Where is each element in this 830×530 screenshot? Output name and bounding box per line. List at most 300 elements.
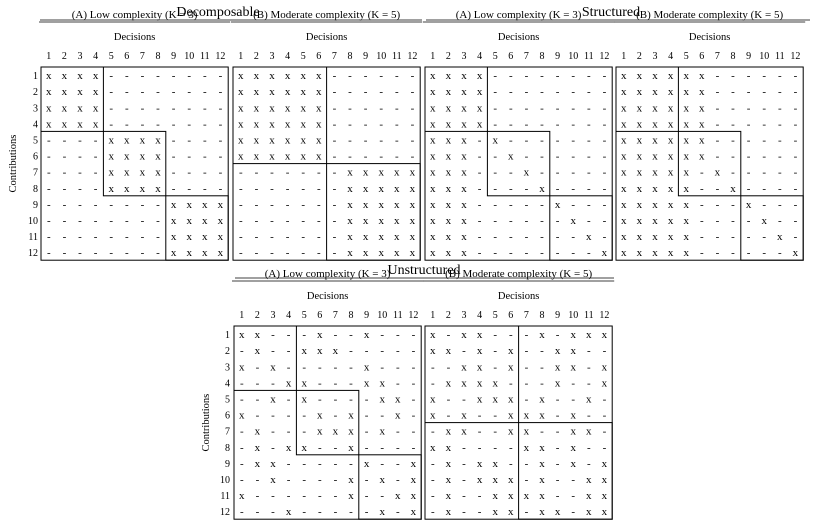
empty-mark: - — [446, 393, 451, 406]
row-number: 8 — [33, 183, 38, 195]
empty-mark: - — [109, 247, 114, 260]
dependency-mark: x — [667, 70, 674, 83]
dependency-mark: x — [601, 247, 608, 260]
column-number: 1 — [238, 51, 244, 62]
dependency-mark: x — [430, 134, 436, 147]
empty-mark: - — [777, 182, 782, 195]
dependency-mark: x — [699, 118, 705, 131]
empty-mark: - — [332, 118, 337, 131]
dependency-mark: x — [238, 70, 244, 83]
dependency-mark: x — [430, 182, 436, 195]
empty-mark: - — [777, 70, 782, 83]
empty-mark: - — [571, 231, 576, 244]
empty-mark: - — [430, 361, 435, 374]
empty-mark: - — [301, 198, 306, 211]
empty-mark: - — [238, 214, 243, 227]
empty-mark: - — [462, 393, 466, 406]
dependency-mark: x — [508, 361, 514, 374]
empty-mark: - — [524, 361, 529, 374]
dependency-mark: x — [217, 198, 224, 211]
dependency-mark: x — [683, 247, 689, 260]
dependency-mark: x — [683, 134, 689, 147]
empty-mark: - — [446, 409, 451, 422]
empty-mark: - — [285, 182, 290, 195]
empty-mark: - — [140, 70, 145, 83]
empty-mark: - — [270, 231, 274, 244]
dependency-mark: x — [445, 441, 452, 454]
dependency-mark: x — [699, 150, 705, 163]
dependency-mark: x — [239, 329, 245, 342]
empty-mark: - — [540, 198, 544, 211]
empty-mark: - — [410, 86, 415, 99]
dependency-mark: x — [170, 214, 177, 227]
empty-mark: - — [411, 377, 416, 390]
column-number: 7 — [332, 310, 338, 321]
empty-mark: - — [349, 329, 353, 342]
empty-mark: - — [715, 150, 720, 163]
empty-mark: - — [316, 198, 321, 211]
empty-mark: - — [524, 231, 529, 244]
dependency-mark: x — [300, 102, 306, 115]
empty-mark: - — [380, 457, 385, 470]
dependency-mark: x — [652, 118, 658, 131]
empty-mark: - — [349, 393, 353, 406]
dependency-mark: x — [239, 490, 245, 503]
empty-mark: - — [302, 329, 307, 342]
empty-mark: - — [540, 377, 544, 390]
dependency-mark: x — [683, 86, 689, 99]
dependency-mark: x — [621, 182, 627, 195]
empty-mark: - — [140, 86, 145, 99]
dependency-mark: x — [363, 377, 370, 390]
moderate-complexity-subtitle: (B) Moderate complexity (K = 5) — [253, 9, 401, 21]
empty-mark: - — [508, 182, 513, 195]
dependency-mark: x — [621, 231, 627, 244]
empty-mark: - — [171, 182, 176, 195]
dependency-mark: x — [186, 214, 192, 227]
empty-mark: - — [462, 345, 466, 358]
dependency-mark: x — [363, 457, 370, 470]
dependency-mark: x — [332, 425, 339, 438]
column-number: 9 — [746, 51, 752, 62]
dependency-mark: x — [379, 473, 385, 486]
dependency-mark: x — [202, 198, 208, 211]
empty-mark: - — [777, 198, 782, 211]
empty-mark: - — [540, 345, 544, 358]
empty-mark: - — [508, 247, 513, 260]
dependency-mark: x — [601, 377, 608, 390]
empty-mark: - — [255, 393, 260, 406]
dependency-mark: x — [410, 473, 417, 486]
empty-mark: - — [316, 231, 321, 244]
dependency-mark: x — [124, 134, 130, 147]
empty-mark: - — [156, 214, 160, 227]
empty-mark: - — [187, 150, 192, 163]
empty-mark: - — [239, 441, 244, 454]
dependency-mark: x — [445, 425, 452, 438]
empty-mark: - — [363, 102, 368, 115]
decisions-axis-label: Decisions — [305, 32, 348, 43]
empty-mark: - — [571, 198, 576, 211]
empty-mark: - — [286, 393, 291, 406]
dependency-mark: x — [508, 473, 514, 486]
empty-mark: - — [715, 102, 720, 115]
empty-mark: - — [333, 409, 338, 422]
empty-mark: - — [316, 166, 321, 179]
empty-mark: - — [171, 86, 176, 99]
empty-mark: - — [762, 182, 767, 195]
empty-mark: - — [508, 441, 513, 454]
empty-mark: - — [187, 86, 192, 99]
empty-mark: - — [270, 166, 274, 179]
empty-mark: - — [140, 231, 145, 244]
dependency-mark: x — [410, 457, 417, 470]
empty-mark: - — [156, 86, 160, 99]
column-number: 6 — [508, 51, 514, 62]
dependency-mark: x — [301, 441, 307, 454]
empty-mark: - — [555, 166, 560, 179]
dependency-mark: x — [239, 409, 245, 422]
dependency-mark: x — [139, 182, 146, 195]
empty-mark: - — [555, 441, 560, 454]
dependency-mark: x — [586, 329, 592, 342]
dependency-mark: x — [202, 247, 208, 260]
empty-mark: - — [380, 441, 385, 454]
empty-mark: - — [410, 134, 415, 147]
empty-mark: - — [555, 118, 560, 131]
empty-mark: - — [540, 214, 544, 227]
empty-mark: - — [540, 166, 544, 179]
panel-title-unstructured: Unstructured — [387, 263, 461, 278]
dependency-mark: x — [492, 134, 498, 147]
dependency-mark: x — [61, 118, 68, 131]
empty-mark: - — [602, 441, 607, 454]
empty-mark: - — [540, 150, 544, 163]
dependency-mark: x — [699, 86, 705, 99]
empty-mark: - — [508, 166, 513, 179]
empty-mark: - — [317, 457, 322, 470]
empty-mark: - — [218, 166, 223, 179]
empty-mark: - — [271, 329, 275, 342]
low-complexity-subtitle: (A) Low complexity (K = 3) — [455, 9, 582, 21]
dependency-mark: x — [554, 377, 561, 390]
column-number: 8 — [348, 310, 354, 321]
dependency-mark: x — [253, 150, 260, 163]
row-number: 10 — [28, 215, 38, 227]
empty-mark: - — [349, 361, 353, 374]
empty-mark: - — [586, 361, 591, 374]
dependency-mark: x — [523, 409, 530, 422]
empty-mark: - — [348, 86, 352, 99]
empty-mark: - — [540, 102, 544, 115]
block-outline — [327, 164, 421, 261]
dependency-mark: x — [683, 182, 689, 195]
dependency-mark: x — [461, 231, 467, 244]
empty-mark: - — [524, 182, 529, 195]
empty-mark: - — [586, 102, 591, 115]
empty-mark: - — [285, 231, 290, 244]
contributions-axis-label: Contributions — [8, 134, 19, 193]
empty-mark: - — [109, 214, 114, 227]
dependency-mark: x — [445, 166, 452, 179]
empty-mark: - — [586, 409, 591, 422]
empty-mark: - — [493, 361, 498, 374]
empty-mark: - — [571, 70, 576, 83]
dependency-mark: x — [254, 425, 261, 438]
block-outline — [425, 326, 519, 423]
empty-mark: - — [746, 182, 751, 195]
empty-mark: - — [394, 150, 399, 163]
empty-mark: - — [555, 457, 560, 470]
empty-mark: - — [271, 345, 275, 358]
empty-mark: - — [124, 118, 129, 131]
dependency-mark: x — [430, 118, 436, 131]
empty-mark: - — [332, 231, 337, 244]
empty-mark: - — [586, 441, 591, 454]
column-number: 9 — [171, 51, 177, 62]
dependency-mark: x — [445, 102, 452, 115]
dependency-mark: x — [269, 118, 275, 131]
empty-mark: - — [317, 506, 322, 519]
empty-mark: - — [363, 150, 368, 163]
empty-mark: - — [109, 70, 114, 83]
dependency-mark: x — [363, 329, 370, 342]
dependency-mark: x — [362, 214, 369, 227]
dependency-mark: x — [108, 182, 114, 195]
empty-mark: - — [238, 198, 243, 211]
dependency-mark: x — [61, 86, 68, 99]
empty-mark: - — [793, 231, 798, 244]
empty-mark: - — [555, 150, 560, 163]
dependency-mark: x — [430, 86, 436, 99]
dependency-mark: x — [363, 361, 370, 374]
empty-mark: - — [762, 134, 767, 147]
dependency-mark: x — [409, 182, 416, 195]
dependency-mark: x — [667, 102, 674, 115]
empty-mark: - — [380, 361, 385, 374]
dependency-mark: x — [301, 393, 307, 406]
dependency-mark: x — [461, 150, 467, 163]
empty-mark: - — [493, 150, 498, 163]
empty-mark: - — [777, 134, 782, 147]
dependency-mark: x — [492, 377, 498, 390]
dependency-mark: x — [347, 182, 353, 195]
empty-mark: - — [462, 457, 466, 470]
empty-mark: - — [715, 70, 720, 83]
empty-mark: - — [555, 247, 560, 260]
dependency-mark: x — [409, 214, 416, 227]
empty-mark: - — [508, 457, 513, 470]
dependency-mark: x — [636, 198, 643, 211]
dependency-mark: x — [409, 231, 416, 244]
dependency-mark: x — [253, 70, 260, 83]
empty-mark: - — [270, 198, 274, 211]
empty-mark: - — [394, 86, 399, 99]
column-number: 8 — [539, 310, 545, 321]
empty-mark: - — [462, 441, 466, 454]
dependency-mark: x — [253, 134, 260, 147]
empty-mark: - — [271, 506, 275, 519]
empty-mark: - — [62, 214, 67, 227]
empty-mark: - — [524, 377, 529, 390]
dependency-mark: x — [445, 247, 452, 260]
empty-mark: - — [602, 393, 607, 406]
empty-mark: - — [731, 214, 735, 227]
empty-mark: - — [78, 182, 82, 195]
dependency-mark: x — [652, 214, 658, 227]
column-number: 12 — [407, 51, 418, 62]
empty-mark: - — [540, 70, 544, 83]
empty-mark: - — [430, 425, 435, 438]
dependency-mark: x — [652, 134, 658, 147]
dependency-mark: x — [347, 198, 353, 211]
empty-mark: - — [731, 166, 735, 179]
empty-mark: - — [124, 214, 129, 227]
empty-mark: - — [316, 182, 321, 195]
moderate-complexity-subtitle: (B) Moderate complexity (K = 5) — [636, 9, 784, 21]
empty-mark: - — [493, 329, 498, 342]
dependency-mark: x — [430, 247, 436, 260]
column-number: 8 — [347, 51, 353, 62]
empty-mark: - — [218, 134, 223, 147]
dependency-mark: x — [730, 182, 736, 195]
dependency-mark: x — [461, 214, 467, 227]
dependency-mark: x — [476, 361, 483, 374]
empty-mark: - — [140, 102, 145, 115]
dependency-mark: x — [508, 393, 514, 406]
dependency-mark: x — [570, 361, 576, 374]
empty-mark: - — [187, 182, 192, 195]
dependency-mark: x — [317, 425, 323, 438]
empty-mark: - — [540, 118, 544, 131]
column-number: 10 — [759, 51, 770, 62]
empty-mark: - — [254, 166, 259, 179]
dependency-mark: x — [636, 118, 643, 131]
empty-mark: - — [555, 86, 560, 99]
empty-mark: - — [332, 247, 337, 260]
empty-mark: - — [78, 231, 82, 244]
empty-mark: - — [333, 457, 338, 470]
dependency-mark: x — [539, 393, 545, 406]
dependency-mark: x — [430, 150, 436, 163]
dependency-mark: x — [300, 150, 306, 163]
dependency-mark: x — [621, 86, 627, 99]
dependency-mark: x — [316, 150, 322, 163]
dependency-mark: x — [124, 150, 130, 163]
empty-mark: - — [93, 247, 98, 260]
empty-mark: - — [140, 247, 145, 260]
empty-mark: - — [793, 102, 798, 115]
dependency-mark: x — [155, 166, 161, 179]
column-number: 10 — [376, 51, 387, 62]
empty-mark: - — [271, 377, 275, 390]
empty-mark: - — [379, 86, 384, 99]
empty-mark: - — [218, 150, 223, 163]
dependency-mark: x — [586, 425, 592, 438]
empty-mark: - — [254, 182, 259, 195]
empty-mark: - — [171, 118, 176, 131]
dependency-mark: x — [570, 425, 576, 438]
empty-mark: - — [255, 473, 260, 486]
empty-mark: - — [364, 441, 369, 454]
empty-mark: - — [271, 409, 275, 422]
column-number: 4 — [477, 51, 483, 62]
dependency-mark: x — [461, 409, 467, 422]
empty-mark: - — [571, 506, 576, 519]
empty-mark: - — [411, 345, 416, 358]
empty-mark: - — [493, 441, 498, 454]
dependency-mark: x — [508, 150, 514, 163]
empty-mark: - — [586, 345, 591, 358]
empty-mark: - — [477, 425, 482, 438]
dependency-mark: x — [430, 345, 436, 358]
empty-mark: - — [586, 70, 591, 83]
dependency-mark: x — [492, 473, 498, 486]
column-number: 5 — [492, 310, 498, 321]
empty-mark: - — [746, 231, 751, 244]
dependency-mark: x — [667, 247, 674, 260]
empty-mark: - — [571, 102, 576, 115]
dependency-mark: x — [699, 70, 705, 83]
empty-mark: - — [187, 118, 192, 131]
empty-mark: - — [254, 198, 259, 211]
dependency-mark: x — [476, 102, 483, 115]
empty-mark: - — [777, 150, 782, 163]
dependency-mark: x — [699, 134, 705, 147]
empty-mark: - — [156, 118, 160, 131]
empty-mark: - — [715, 198, 720, 211]
decisions-axis-label: Decisions — [497, 32, 540, 43]
empty-mark: - — [202, 70, 207, 83]
row-number: 5 — [225, 394, 230, 406]
empty-mark: - — [124, 198, 129, 211]
dependency-mark: x — [621, 150, 627, 163]
row-number: 3 — [225, 362, 230, 374]
dependency-mark: x — [586, 506, 592, 519]
dependency-mark: x — [508, 425, 514, 438]
dependency-mark: x — [476, 70, 483, 83]
row-number: 9 — [225, 458, 230, 470]
column-number: 6 — [317, 310, 323, 321]
empty-mark: - — [140, 214, 145, 227]
dependency-mark: x — [347, 166, 353, 179]
empty-mark: - — [602, 86, 607, 99]
dependency-mark: x — [636, 134, 643, 147]
column-number: 4 — [286, 310, 292, 321]
dependency-mark: x — [523, 425, 530, 438]
empty-mark: - — [462, 473, 466, 486]
column-number: 6 — [316, 51, 322, 62]
column-number: 9 — [555, 310, 561, 321]
row-number: 8 — [225, 442, 230, 454]
empty-mark: - — [602, 425, 607, 438]
dependency-mark: x — [301, 345, 307, 358]
dependency-mark: x — [508, 345, 514, 358]
dependency-mark: x — [461, 166, 467, 179]
empty-mark: - — [364, 473, 369, 486]
dependency-mark: x — [523, 441, 530, 454]
empty-mark: - — [332, 166, 337, 179]
empty-mark: - — [411, 361, 416, 374]
empty-mark: - — [78, 134, 82, 147]
dependency-mark: x — [539, 182, 545, 195]
row-number: 5 — [33, 135, 38, 147]
dependency-mark: x — [238, 134, 244, 147]
empty-mark: - — [462, 490, 466, 503]
empty-mark: - — [793, 86, 798, 99]
empty-mark: - — [411, 441, 416, 454]
empty-mark: - — [270, 182, 274, 195]
